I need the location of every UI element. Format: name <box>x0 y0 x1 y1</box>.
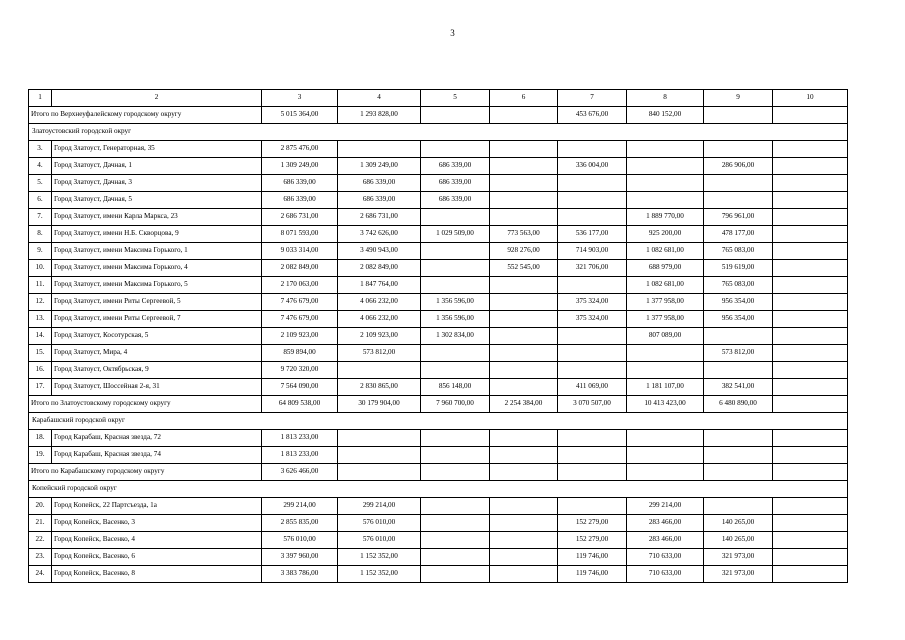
column-header: 8 <box>627 90 704 107</box>
amount-cell <box>421 532 490 549</box>
amount-cell: 375 324,00 <box>558 294 627 311</box>
amount-cell <box>627 192 704 209</box>
address-cell: Город Копейск, Васенко, 8 <box>52 566 262 583</box>
amount-cell <box>773 260 848 277</box>
amount-cell: 321 973,00 <box>704 549 773 566</box>
amount-cell: 686 339,00 <box>338 175 421 192</box>
amount-cell: 2 686 731,00 <box>262 209 338 226</box>
amount-cell: 1 889 770,00 <box>627 209 704 226</box>
amount-cell: 765 083,00 <box>704 277 773 294</box>
address-cell: Город Копейск, Васенко, 3 <box>52 515 262 532</box>
amount-cell <box>490 430 558 447</box>
amount-cell <box>558 498 627 515</box>
row-number: 12. <box>29 294 52 311</box>
amount-cell: 1 377 958,00 <box>627 311 704 328</box>
table-row <box>29 260 848 277</box>
amount-cell: 3 490 943,00 <box>338 243 421 260</box>
row-number: 19. <box>29 447 52 464</box>
amount-cell: 321 706,00 <box>558 260 627 277</box>
amount-cell: 686 339,00 <box>262 175 338 192</box>
amount-cell <box>490 447 558 464</box>
address-cell: Город Златоуст, Дачная, 5 <box>52 192 262 209</box>
amount-cell <box>627 447 704 464</box>
amount-cell: 686 339,00 <box>421 192 490 209</box>
address-cell: Город Златоуст, Октябрьская, 9 <box>52 362 262 379</box>
amount-cell <box>558 345 627 362</box>
amount-cell: 796 961,00 <box>704 209 773 226</box>
amount-cell: 576 010,00 <box>338 532 421 549</box>
amount-cell: 2 254 384,00 <box>490 396 558 413</box>
section-title: Карабашский городской округ <box>29 413 848 430</box>
amount-cell <box>558 192 627 209</box>
address-cell: Город Златоуст, имени Риты Сергеевой, 7 <box>52 311 262 328</box>
table-row <box>29 566 848 583</box>
row-number: 22. <box>29 532 52 549</box>
amount-cell <box>421 277 490 294</box>
amount-cell: 4 066 232,00 <box>338 294 421 311</box>
amount-cell: 576 010,00 <box>262 532 338 549</box>
amount-cell <box>773 447 848 464</box>
amount-cell <box>490 498 558 515</box>
column-header: 9 <box>704 90 773 107</box>
amount-cell: 576 010,00 <box>338 515 421 532</box>
amount-cell <box>773 311 848 328</box>
amount-cell <box>490 379 558 396</box>
amount-cell <box>704 498 773 515</box>
amount-cell: 1 082 681,00 <box>627 243 704 260</box>
amount-cell: 710 633,00 <box>627 566 704 583</box>
amount-cell <box>421 345 490 362</box>
row-number: 7. <box>29 209 52 226</box>
address-cell: Город Карабаш, Красная звезда, 74 <box>52 447 262 464</box>
amount-cell: 956 354,00 <box>704 311 773 328</box>
amount-cell <box>558 175 627 192</box>
table-row <box>29 549 848 566</box>
address-cell: Город Златоуст, имени Максима Горького, 4 <box>52 260 262 277</box>
amount-cell: 807 089,00 <box>627 328 704 345</box>
amount-cell <box>773 243 848 260</box>
amount-cell: 3 070 507,00 <box>558 396 627 413</box>
section-header-row <box>29 481 848 498</box>
amount-cell <box>558 464 627 481</box>
amount-cell <box>627 362 704 379</box>
amount-cell <box>421 464 490 481</box>
amount-cell <box>490 277 558 294</box>
column-header: 6 <box>490 90 558 107</box>
amount-cell: 1 813 233,00 <box>262 430 338 447</box>
amount-cell <box>773 328 848 345</box>
amount-cell: 152 279,00 <box>558 515 627 532</box>
amount-cell: 928 276,00 <box>490 243 558 260</box>
amount-cell: 3 397 960,00 <box>262 549 338 566</box>
amount-cell <box>558 328 627 345</box>
amount-cell <box>704 192 773 209</box>
amount-cell <box>338 447 421 464</box>
amount-cell: 336 004,00 <box>558 158 627 175</box>
column-header: 2 <box>52 90 262 107</box>
row-number: 17. <box>29 379 52 396</box>
amount-cell: 2 855 835,00 <box>262 515 338 532</box>
amount-cell: 299 214,00 <box>627 498 704 515</box>
table-row <box>29 498 848 515</box>
table-row <box>29 379 848 396</box>
amount-cell: 382 541,00 <box>704 379 773 396</box>
amount-cell <box>338 430 421 447</box>
amount-cell: 686 339,00 <box>338 192 421 209</box>
table-row <box>29 243 848 260</box>
amount-cell <box>490 209 558 226</box>
amount-cell <box>773 430 848 447</box>
amount-cell <box>773 158 848 175</box>
amount-cell <box>773 515 848 532</box>
amount-cell: 686 339,00 <box>421 175 490 192</box>
row-number: 3. <box>29 141 52 158</box>
row-number: 6. <box>29 192 52 209</box>
table-row <box>29 175 848 192</box>
address-cell: Город Златоуст, Дачная, 1 <box>52 158 262 175</box>
amount-cell: 686 339,00 <box>262 192 338 209</box>
amount-cell <box>490 107 558 124</box>
amount-cell: 10 413 423,00 <box>627 396 704 413</box>
table-row <box>29 345 848 362</box>
amount-cell: 710 633,00 <box>627 549 704 566</box>
amount-cell <box>773 277 848 294</box>
amount-cell: 552 545,00 <box>490 260 558 277</box>
amount-cell <box>558 277 627 294</box>
amount-cell <box>421 549 490 566</box>
amount-cell <box>558 362 627 379</box>
amount-cell <box>421 107 490 124</box>
amount-cell <box>773 566 848 583</box>
address-cell: Город Копейск, Васенко, 4 <box>52 532 262 549</box>
amount-cell <box>704 107 773 124</box>
total-row <box>29 107 848 124</box>
amount-cell <box>421 566 490 583</box>
address-cell: Город Златоуст, имени Максима Горького, 5 <box>52 277 262 294</box>
address-cell: Город Златоуст, Косотурская, 5 <box>52 328 262 345</box>
amount-cell <box>773 549 848 566</box>
amount-cell: 573 812,00 <box>338 345 421 362</box>
column-header: 1 <box>29 90 52 107</box>
amount-cell: 2 830 865,00 <box>338 379 421 396</box>
row-number: 9. <box>29 243 52 260</box>
amount-cell: 119 746,00 <box>558 566 627 583</box>
table-row <box>29 532 848 549</box>
amount-cell: 573 812,00 <box>704 345 773 362</box>
amount-cell: 375 324,00 <box>558 311 627 328</box>
table-body <box>29 90 848 583</box>
amount-cell <box>773 396 848 413</box>
table-row <box>29 430 848 447</box>
section-header-row <box>29 124 848 141</box>
amount-cell: 1 309 249,00 <box>338 158 421 175</box>
amount-cell: 478 177,00 <box>704 226 773 243</box>
amount-cell <box>490 532 558 549</box>
amount-cell <box>490 345 558 362</box>
amount-cell: 7 960 700,00 <box>421 396 490 413</box>
amount-cell <box>490 566 558 583</box>
amount-cell: 859 894,00 <box>262 345 338 362</box>
amount-cell: 30 179 904,00 <box>338 396 421 413</box>
row-number: 11. <box>29 277 52 294</box>
amount-cell <box>627 158 704 175</box>
amount-cell: 2 170 063,00 <box>262 277 338 294</box>
amount-cell: 2 082 849,00 <box>338 260 421 277</box>
address-cell: Город Златоуст, Мира, 4 <box>52 345 262 362</box>
row-number: 13. <box>29 311 52 328</box>
table-row <box>29 192 848 209</box>
amount-cell: 956 354,00 <box>704 294 773 311</box>
address-cell: Город Златоуст, Шоссейная 2-я, 31 <box>52 379 262 396</box>
total-label: Итого по Верхнеуфалейскому городскому округу <box>29 107 262 124</box>
address-cell: Город Копейск, Васенко, 6 <box>52 549 262 566</box>
amount-cell <box>704 464 773 481</box>
amount-cell <box>421 141 490 158</box>
column-header: 5 <box>421 90 490 107</box>
row-number: 16. <box>29 362 52 379</box>
table-row <box>29 362 848 379</box>
amount-cell <box>558 141 627 158</box>
amount-cell <box>704 141 773 158</box>
amount-cell: 9 033 314,00 <box>262 243 338 260</box>
address-cell: Город Карабаш, Красная звезда, 72 <box>52 430 262 447</box>
address-cell: Город Златоуст, Дачная, 3 <box>52 175 262 192</box>
column-header: 10 <box>773 90 848 107</box>
total-row <box>29 464 848 481</box>
amount-cell: 1 152 352,00 <box>338 549 421 566</box>
address-cell: Город Копейск, 22 Партсъезда, 1а <box>52 498 262 515</box>
address-cell: Город Златоуст, имени Н.Б. Скворцова, 9 <box>52 226 262 243</box>
amount-cell <box>627 430 704 447</box>
amount-cell <box>490 549 558 566</box>
amount-cell: 2 109 923,00 <box>262 328 338 345</box>
amount-cell <box>421 430 490 447</box>
amount-cell <box>627 345 704 362</box>
amount-cell <box>490 311 558 328</box>
amount-cell <box>773 294 848 311</box>
amount-cell: 8 071 593,00 <box>262 226 338 243</box>
amount-cell <box>773 107 848 124</box>
section-title: Копейский городской округ <box>29 481 848 498</box>
row-number: 4. <box>29 158 52 175</box>
amount-cell: 1 356 596,00 <box>421 294 490 311</box>
row-number: 5. <box>29 175 52 192</box>
amount-cell <box>773 498 848 515</box>
amount-cell <box>704 362 773 379</box>
column-number-header-row <box>29 90 848 107</box>
amount-cell: 1 309 249,00 <box>262 158 338 175</box>
address-cell: Город Златоуст, имени Карла Маркса, 23 <box>52 209 262 226</box>
amount-cell: 714 903,00 <box>558 243 627 260</box>
row-number: 8. <box>29 226 52 243</box>
amount-cell: 2 082 849,00 <box>262 260 338 277</box>
amount-cell: 119 746,00 <box>558 549 627 566</box>
table-row <box>29 294 848 311</box>
amount-cell <box>773 345 848 362</box>
amount-cell <box>627 175 704 192</box>
funding-table <box>28 89 848 583</box>
row-number: 14. <box>29 328 52 345</box>
amount-cell: 1 302 834,00 <box>421 328 490 345</box>
table-row <box>29 277 848 294</box>
amount-cell: 536 177,00 <box>558 226 627 243</box>
amount-cell <box>773 192 848 209</box>
amount-cell: 2 875 476,00 <box>262 141 338 158</box>
column-header: 3 <box>262 90 338 107</box>
table-row <box>29 311 848 328</box>
amount-cell <box>773 362 848 379</box>
row-number: 10. <box>29 260 52 277</box>
amount-cell <box>421 515 490 532</box>
amount-cell: 140 265,00 <box>704 515 773 532</box>
amount-cell: 519 619,00 <box>704 260 773 277</box>
table-row <box>29 328 848 345</box>
amount-cell: 64 809 538,00 <box>262 396 338 413</box>
amount-cell: 2 109 923,00 <box>338 328 421 345</box>
amount-cell <box>421 447 490 464</box>
amount-cell: 299 214,00 <box>338 498 421 515</box>
table-row <box>29 515 848 532</box>
amount-cell <box>338 141 421 158</box>
table-row <box>29 209 848 226</box>
amount-cell <box>773 226 848 243</box>
amount-cell <box>490 464 558 481</box>
amount-cell: 283 466,00 <box>627 515 704 532</box>
amount-cell: 1 293 828,00 <box>338 107 421 124</box>
amount-cell: 686 339,00 <box>421 158 490 175</box>
amount-cell <box>490 294 558 311</box>
amount-cell <box>490 158 558 175</box>
amount-cell: 773 563,00 <box>490 226 558 243</box>
row-number: 18. <box>29 430 52 447</box>
amount-cell: 1 356 596,00 <box>421 311 490 328</box>
amount-cell <box>490 141 558 158</box>
amount-cell: 1 181 107,00 <box>627 379 704 396</box>
amount-cell: 925 200,00 <box>627 226 704 243</box>
amount-cell <box>627 141 704 158</box>
amount-cell <box>773 379 848 396</box>
section-header-row <box>29 413 848 430</box>
amount-cell: 9 720 320,00 <box>262 362 338 379</box>
table-row <box>29 226 848 243</box>
amount-cell <box>421 209 490 226</box>
amount-cell: 140 265,00 <box>704 532 773 549</box>
amount-cell <box>773 209 848 226</box>
column-header: 4 <box>338 90 421 107</box>
amount-cell: 856 148,00 <box>421 379 490 396</box>
total-label: Итого по Златоустовскому городскому округу <box>29 396 262 413</box>
amount-cell: 7 476 679,00 <box>262 311 338 328</box>
section-title: Златоустовский городской округ <box>29 124 848 141</box>
row-number: 21. <box>29 515 52 532</box>
row-number: 23. <box>29 549 52 566</box>
amount-cell: 1 377 958,00 <box>627 294 704 311</box>
amount-cell <box>558 209 627 226</box>
amount-cell <box>704 447 773 464</box>
amount-cell <box>558 430 627 447</box>
address-cell: Город Златоуст, имени Максима Горького, 1 <box>52 243 262 260</box>
amount-cell <box>338 464 421 481</box>
amount-cell: 3 626 466,00 <box>262 464 338 481</box>
amount-cell <box>627 464 704 481</box>
amount-cell <box>421 498 490 515</box>
amount-cell: 4 066 232,00 <box>338 311 421 328</box>
amount-cell <box>704 175 773 192</box>
amount-cell: 1 813 233,00 <box>262 447 338 464</box>
row-number: 20. <box>29 498 52 515</box>
table-row <box>29 158 848 175</box>
amount-cell: 840 152,00 <box>627 107 704 124</box>
row-number: 15. <box>29 345 52 362</box>
address-cell: Город Златоуст, имени Риты Сергеевой, 5 <box>52 294 262 311</box>
amount-cell: 283 466,00 <box>627 532 704 549</box>
amount-cell <box>558 447 627 464</box>
amount-cell: 3 742 626,00 <box>338 226 421 243</box>
amount-cell <box>490 515 558 532</box>
column-header: 7 <box>558 90 627 107</box>
amount-cell: 688 979,00 <box>627 260 704 277</box>
table-row <box>29 447 848 464</box>
amount-cell: 3 383 786,00 <box>262 566 338 583</box>
amount-cell: 321 973,00 <box>704 566 773 583</box>
amount-cell: 286 906,00 <box>704 158 773 175</box>
page-number: 3 <box>450 28 455 38</box>
amount-cell: 7 564 090,00 <box>262 379 338 396</box>
amount-cell <box>773 141 848 158</box>
amount-cell <box>773 532 848 549</box>
amount-cell: 1 082 681,00 <box>627 277 704 294</box>
amount-cell <box>490 175 558 192</box>
amount-cell: 1 847 764,00 <box>338 277 421 294</box>
amount-cell <box>704 430 773 447</box>
amount-cell: 299 214,00 <box>262 498 338 515</box>
amount-cell: 1 029 509,00 <box>421 226 490 243</box>
amount-cell <box>490 328 558 345</box>
amount-cell <box>421 243 490 260</box>
address-cell: Город Златоуст, Генераторная, 35 <box>52 141 262 158</box>
amount-cell: 6 480 890,00 <box>704 396 773 413</box>
amount-cell: 765 083,00 <box>704 243 773 260</box>
amount-cell: 453 676,00 <box>558 107 627 124</box>
amount-cell: 152 279,00 <box>558 532 627 549</box>
amount-cell <box>773 175 848 192</box>
row-number: 24. <box>29 566 52 583</box>
table-row <box>29 141 848 158</box>
amount-cell: 1 152 352,00 <box>338 566 421 583</box>
total-label: Итого по Карабашскому городскому округу <box>29 464 262 481</box>
amount-cell <box>490 362 558 379</box>
amount-cell <box>338 362 421 379</box>
amount-cell <box>490 192 558 209</box>
amount-cell <box>773 464 848 481</box>
amount-cell: 5 015 364,00 <box>262 107 338 124</box>
amount-cell <box>421 362 490 379</box>
total-row <box>29 396 848 413</box>
amount-cell: 7 476 679,00 <box>262 294 338 311</box>
amount-cell: 2 686 731,00 <box>338 209 421 226</box>
amount-cell <box>421 260 490 277</box>
amount-cell <box>704 328 773 345</box>
amount-cell: 411 069,00 <box>558 379 627 396</box>
